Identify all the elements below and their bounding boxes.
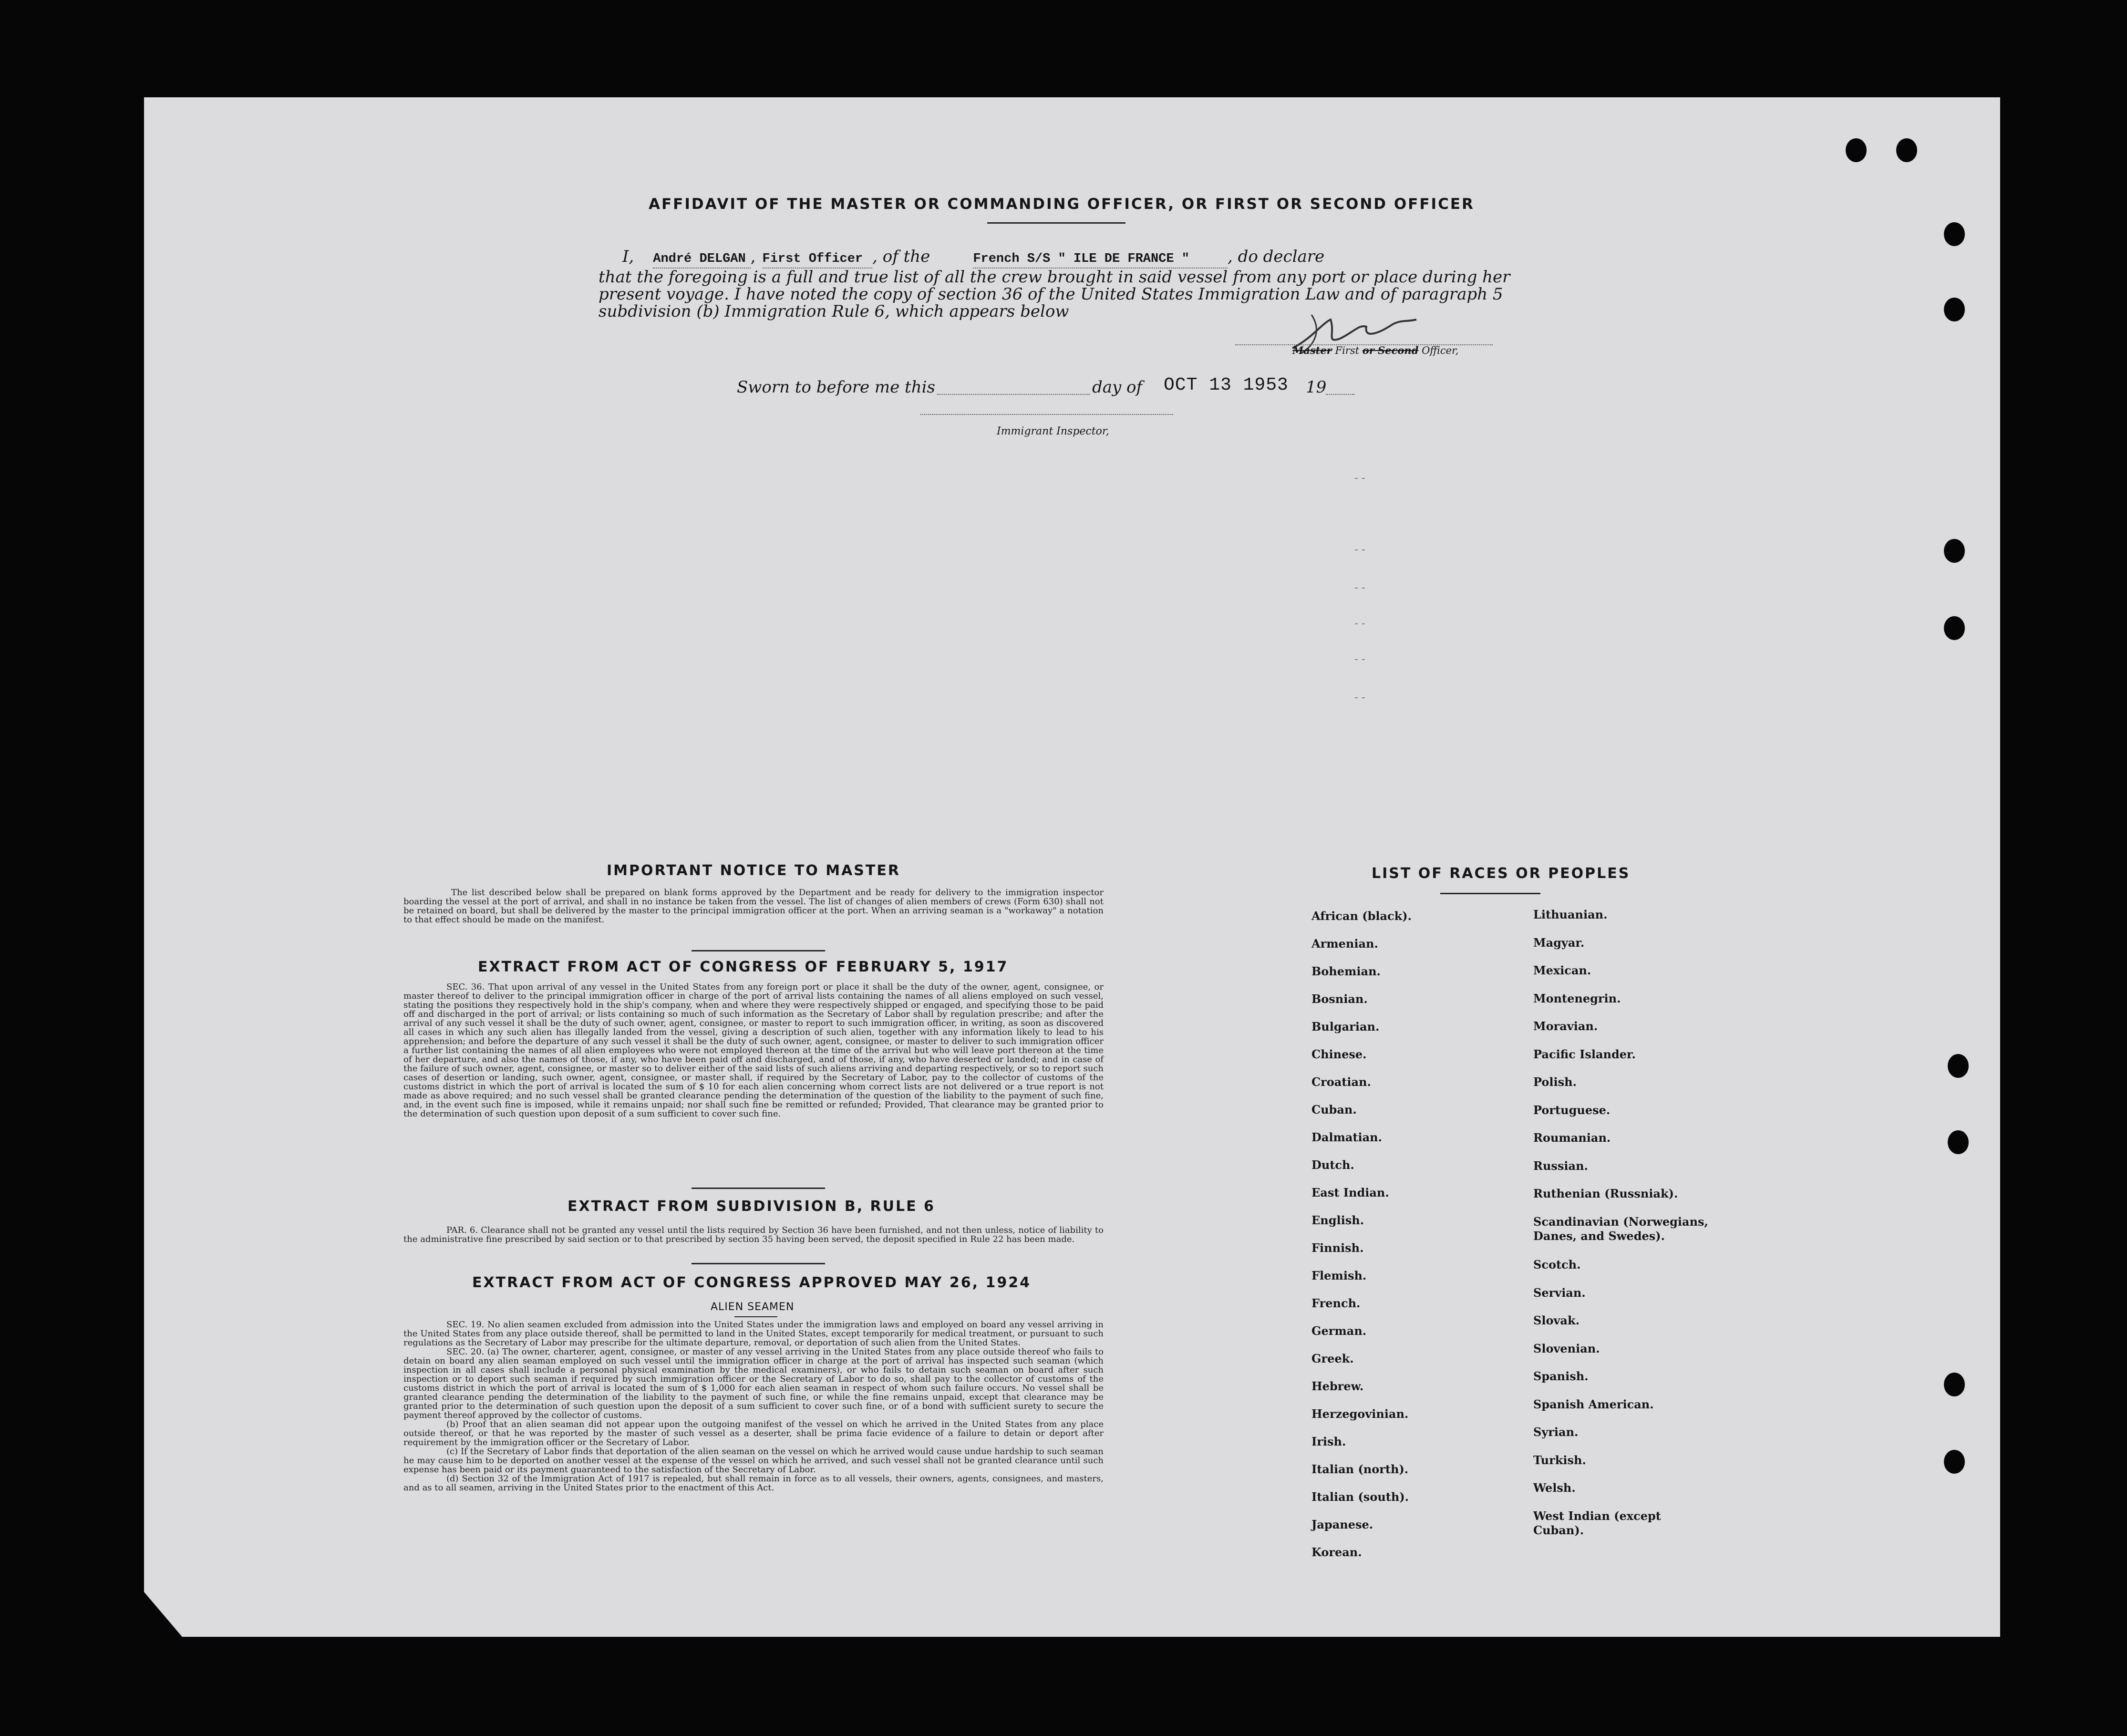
binder-hole bbox=[1944, 616, 1965, 640]
race-item: Bosnian. bbox=[1311, 992, 1368, 1006]
race-item: French. bbox=[1311, 1296, 1361, 1310]
race-item: Slovak. bbox=[1533, 1313, 1580, 1327]
dash-mark: - - bbox=[1354, 618, 1365, 630]
extract1924-subtitle: ALIEN SEAMEN bbox=[711, 1301, 795, 1313]
race-item: Armenian. bbox=[1311, 937, 1378, 951]
binder-hole bbox=[1944, 539, 1965, 563]
day-of-label: day of bbox=[1092, 378, 1143, 397]
race-item: Hebrew. bbox=[1311, 1379, 1364, 1393]
first-label: First bbox=[1335, 345, 1360, 356]
year-prefix: 19 bbox=[1306, 378, 1327, 397]
inspector-line bbox=[920, 414, 1173, 415]
race-item: Montenegrin. bbox=[1533, 991, 1621, 1005]
race-item: West Indian (except Cuban). bbox=[1533, 1509, 1661, 1537]
race-item: Moravian. bbox=[1533, 1019, 1598, 1033]
races-rule bbox=[1440, 893, 1540, 894]
race-item: Russian. bbox=[1533, 1158, 1588, 1173]
race-item: Magyar. bbox=[1533, 935, 1585, 950]
race-item: Japanese. bbox=[1311, 1518, 1373, 1531]
year-line bbox=[1326, 394, 1354, 395]
race-item: Italian (south). bbox=[1311, 1490, 1409, 1504]
binder-hole bbox=[1948, 1054, 1969, 1078]
title-underline bbox=[987, 222, 1125, 224]
race-item: Servian. bbox=[1533, 1285, 1586, 1300]
declaration-i: I, bbox=[622, 247, 634, 266]
race-item: Portuguese. bbox=[1533, 1103, 1611, 1117]
binder-hole bbox=[1846, 138, 1867, 162]
struck-second: or Second bbox=[1362, 344, 1419, 356]
race-item: Dalmatian. bbox=[1311, 1130, 1382, 1144]
race-item: Scandinavian (Norwegians, Danes, and Swedes). bbox=[1533, 1214, 1708, 1243]
race-item: Mexican. bbox=[1533, 963, 1591, 977]
race-item: Bohemian. bbox=[1311, 964, 1381, 978]
race-item: Herzegovinian. bbox=[1311, 1407, 1409, 1421]
race-item: Bulgarian. bbox=[1311, 1020, 1380, 1033]
race-item: Syrian. bbox=[1533, 1425, 1579, 1439]
race-item: Korean. bbox=[1311, 1545, 1362, 1559]
struck-master: Master bbox=[1292, 344, 1332, 356]
dash-mark: - - bbox=[1354, 544, 1365, 556]
signature-caption bbox=[1292, 344, 1459, 356]
sec20a-paragraph: SEC. 20. (a) The owner, charterer, agent, consignee, or master of any vessel arriving in the United States from any place outside thereof who fails to detain on board any alien seaman employed on such vessel until the immigration officer in charge at the port of arrival has inspected such seaman (which inspection in all cases shall include a personal physical examination by the medical examiners), or who fails to detain such seaman on board after such inspection or to deport such seaman if required by such immigration officer or the Secretary of Labor to do so, shall pay to the collector of customs of the customs district in which the port of arrival is located the sum of $ 1,000 for each alien seaman in respect of whom such failure occurs. No vessel shall be granted clearance pending the determination of the liability to the payment of such fine, or while the fine remains unpaid, except that clearance may be granted prior to the determination of such question upon the deposit of a sum sufficient to cover such fine, or of a bond with sufficient surety to secure the payment thereof approved by the collector of customs. bbox=[403, 1347, 1104, 1420]
officer-suffix: Officer, bbox=[1422, 345, 1459, 356]
extract1917-body: SEC. 36. That upon arrival of any vessel in the United States from any foreign port or place it shall be the duty of the owner, agent, consignee, or master thereof to deliver to the principal immigration officer in charge of the port of arrival lists containing the names of all aliens employed on such vessel, stating the positions they respectively hold in the ship's company, when and where they were respectively shipped or engaged, and specifying those to be paid off and discharged in the port of arrival; or lists containing so much of such information as the Secretary of Labor shall by regulation prescribe; and after the arrival of any such vessel it shall be the duty of such owner, agent, consignee, or master to report to such immigration officer, in writing, as soon as discovered all cases in which any such alien has illegally landed from the vessel, giving a description of such alien, together with any information likely to lead to his apprehension; and before the departure of any such vessel it shall be the duty of such owner, agent, consignee, or master to deliver to such immigration officer a further list containing the names of all alien employees who were not employed thereon at the time of the arrival but who will leave port thereon at the time of her departure, and also the names of those, if any, who have been paid off and discharged, and of those, if any, who have deserted or landed; and in case of the failure of such owner, agent, consignee, or master so to deliver either of the said lists of such aliens arriving and departing respectively, or so to report such cases of desertion or landing, such owner, agent, consignee, or master shall, if required by the Secretary of Labor, pay to the collector of customs of the customs district in which the port of arrival is located the sum of $ 10 for each alien concerning whom correct lists are not delivered or a true report is not made as above required; and no such vessel shall be granted clearance pending the determination of the question of the liability to the payment of such fine, and, in the event such fine is imposed, while it remains unpaid; nor shall such fine be remitted or refunded; Provided, That clearance may be granted prior to the determination of such question upon deposit of a sum sufficient to cover such fine. bbox=[403, 982, 1104, 1119]
folded-corner bbox=[144, 1592, 182, 1637]
extract1917-rule bbox=[692, 1188, 825, 1189]
race-item: Cuban. bbox=[1311, 1103, 1357, 1116]
sec20c-paragraph: (c) If the Secretary of Labor finds that deportation of the alien seaman on the vessel on which he arrived would cause undue hardship to such seaman he may cause him to be deported on another vessel at the expense of the vessel on which he arrived, and such vessel shall not be granted clearance until such expense has been paid or its payment guaranteed to the satisfaction of the Secretary of Labor. bbox=[403, 1447, 1104, 1475]
officer-rank: First Officer bbox=[763, 250, 873, 269]
race-item: Flemish. bbox=[1311, 1269, 1367, 1282]
dash-mark: - - bbox=[1354, 692, 1365, 703]
vessel-name: French S/S " ILE DE FRANCE " bbox=[973, 250, 1228, 269]
sec20b-paragraph: (b) Proof that an alien seaman did not appear upon the outgoing manifest of the vessel on which he arrived in the United States from any place outside thereof, or that he was reported by the master of such vessel as a deserter, shall be prima facie evidence of a failure to detain or deport after requirement by the immigration officer or the Secretary of Labor. bbox=[403, 1419, 1104, 1447]
race-item: Chinese. bbox=[1311, 1047, 1367, 1061]
binder-hole bbox=[1896, 138, 1917, 162]
extract1924-title: EXTRACT FROM ACT OF CONGRESS APPROVED MAY 26, 1924 bbox=[472, 1274, 1031, 1291]
sec19-paragraph: SEC. 19. No alien seamen excluded from admission into the United States under the immigration laws and employed on board any vessel arriving in the United States from any place outside thereof, shall be permitted to land in the United States, except temporarily for medical treatment, or pursuant to such regulations as the Secretary of Labor may prescribe for the ultimate departure, removal, or deportation of such alien from the United States. bbox=[403, 1320, 1104, 1348]
race-item: Welsh. bbox=[1533, 1481, 1576, 1495]
race-item: Spanish American. bbox=[1533, 1397, 1654, 1411]
race-item: Lithuanian. bbox=[1533, 908, 1608, 921]
binder-hole bbox=[1944, 222, 1965, 246]
declaration-line-2: that the foregoing is a full and true list of all the crew brought in said vessel from any port or place during her bbox=[599, 268, 1510, 287]
race-item: Ruthenian (Russniak). bbox=[1533, 1187, 1678, 1200]
race-item: Turkish. bbox=[1533, 1453, 1586, 1467]
rule6-rule bbox=[692, 1263, 825, 1264]
dash-mark: - - bbox=[1354, 472, 1365, 484]
races-title: LIST OF RACES OR PEOPLES bbox=[1372, 865, 1631, 882]
race-item: Scotch. bbox=[1533, 1258, 1581, 1271]
binder-hole bbox=[1944, 298, 1965, 321]
affidavit-title: AFFIDAVIT OF THE MASTER OR COMMANDING OFFICER, OR FIRST OR SECOND OFFICER bbox=[649, 196, 1475, 213]
sworn-day-line bbox=[937, 394, 1090, 395]
extract1924-body bbox=[403, 1320, 1104, 1492]
subtitle-rule bbox=[734, 1316, 777, 1317]
declaration-line-4: subdivision (b) Immigration Rule 6, which appears below bbox=[599, 302, 1069, 321]
rule6-title: EXTRACT FROM SUBDIVISION B, RULE 6 bbox=[568, 1198, 935, 1215]
of-the-label: , of the bbox=[872, 247, 930, 266]
sec20d-paragraph: (d) Section 32 of the Immigration Act of 1917 is repealed, but shall remain in force as to all vessels, their owners, agents, consignees, and masters, and as to all seamen, arriving in the United States prior to the enactment of this Act. bbox=[403, 1474, 1104, 1493]
date-stamp: OCT 13 1953 bbox=[1164, 375, 1289, 395]
race-item: African (black). bbox=[1311, 909, 1412, 923]
race-item: Polish. bbox=[1533, 1075, 1577, 1089]
race-item: Irish. bbox=[1311, 1435, 1346, 1448]
race-item: Dutch. bbox=[1311, 1158, 1354, 1172]
notice-rule bbox=[692, 950, 825, 951]
binder-hole bbox=[1944, 1373, 1965, 1396]
declaration-line-3: present voyage. I have noted the copy of section 36 of the United States Immigration Law and of paragraph 5 bbox=[599, 285, 1503, 304]
officer-name: André DELGAN bbox=[653, 250, 750, 269]
binder-hole bbox=[1948, 1130, 1969, 1154]
race-item: Greek. bbox=[1311, 1352, 1354, 1365]
extract1917-title: EXTRACT FROM ACT OF CONGRESS OF FEBRUARY 5, 1917 bbox=[478, 959, 1009, 975]
inspector-label: Immigrant Inspector, bbox=[997, 425, 1109, 437]
rule6-body: PAR. 6. Clearance shall not be granted any vessel until the lists required by Section 36 have been furnished, and not then unless, notice of liability to the administrative fine prescribed by said section or to that prescribed by section 35 having been served, the deposit specified in Rule 22 has been made. bbox=[403, 1225, 1104, 1244]
race-item: Italian (north). bbox=[1311, 1462, 1409, 1476]
affidavit-declaration: I, André DELGAN , First Officer , of the French S/S " ILE DE FRANCE " , do declare that the foregoing is a full and true list of all the crew brought in said vessel from any port or place during her present voyage. I have noted the copy of section 36 of the United States Immigration Law and of paragraph 5 subdivision (b) Immigration Rule 6, which appears below bbox=[599, 247, 1510, 321]
do-declare-label: , do declare bbox=[1228, 247, 1325, 266]
race-item: German. bbox=[1311, 1324, 1367, 1338]
binder-hole bbox=[1944, 1450, 1965, 1474]
race-item: Pacific Islander. bbox=[1533, 1047, 1636, 1061]
race-item: Finnish. bbox=[1311, 1241, 1364, 1255]
dash-mark: - - bbox=[1354, 582, 1365, 594]
dash-mark: - - bbox=[1354, 653, 1365, 665]
notice-title: IMPORTANT NOTICE TO MASTER bbox=[607, 862, 900, 879]
sworn-label: Sworn to before me this bbox=[737, 378, 935, 397]
race-item: Spanish. bbox=[1533, 1369, 1589, 1383]
race-item: Croatian. bbox=[1311, 1075, 1371, 1089]
race-item: Slovenian. bbox=[1533, 1341, 1600, 1355]
race-item: Roumanian. bbox=[1533, 1131, 1611, 1145]
race-item: East Indian. bbox=[1311, 1186, 1389, 1199]
race-item: English. bbox=[1311, 1213, 1364, 1227]
notice-body: The list described below shall be prepared on blank forms approved by the Department and be ready for delivery to the immigration inspector boarding the vessel at the port of arrival, and shall in no instance be taken from the vessel. The list of changes of alien members of crews (Form 630) shall not be retained on board, but shall be delivered by the master to the principal immigration officer at the port. When an arriving seaman is a "workaway" a notation to that effect should be made on the manifest. bbox=[403, 888, 1104, 925]
